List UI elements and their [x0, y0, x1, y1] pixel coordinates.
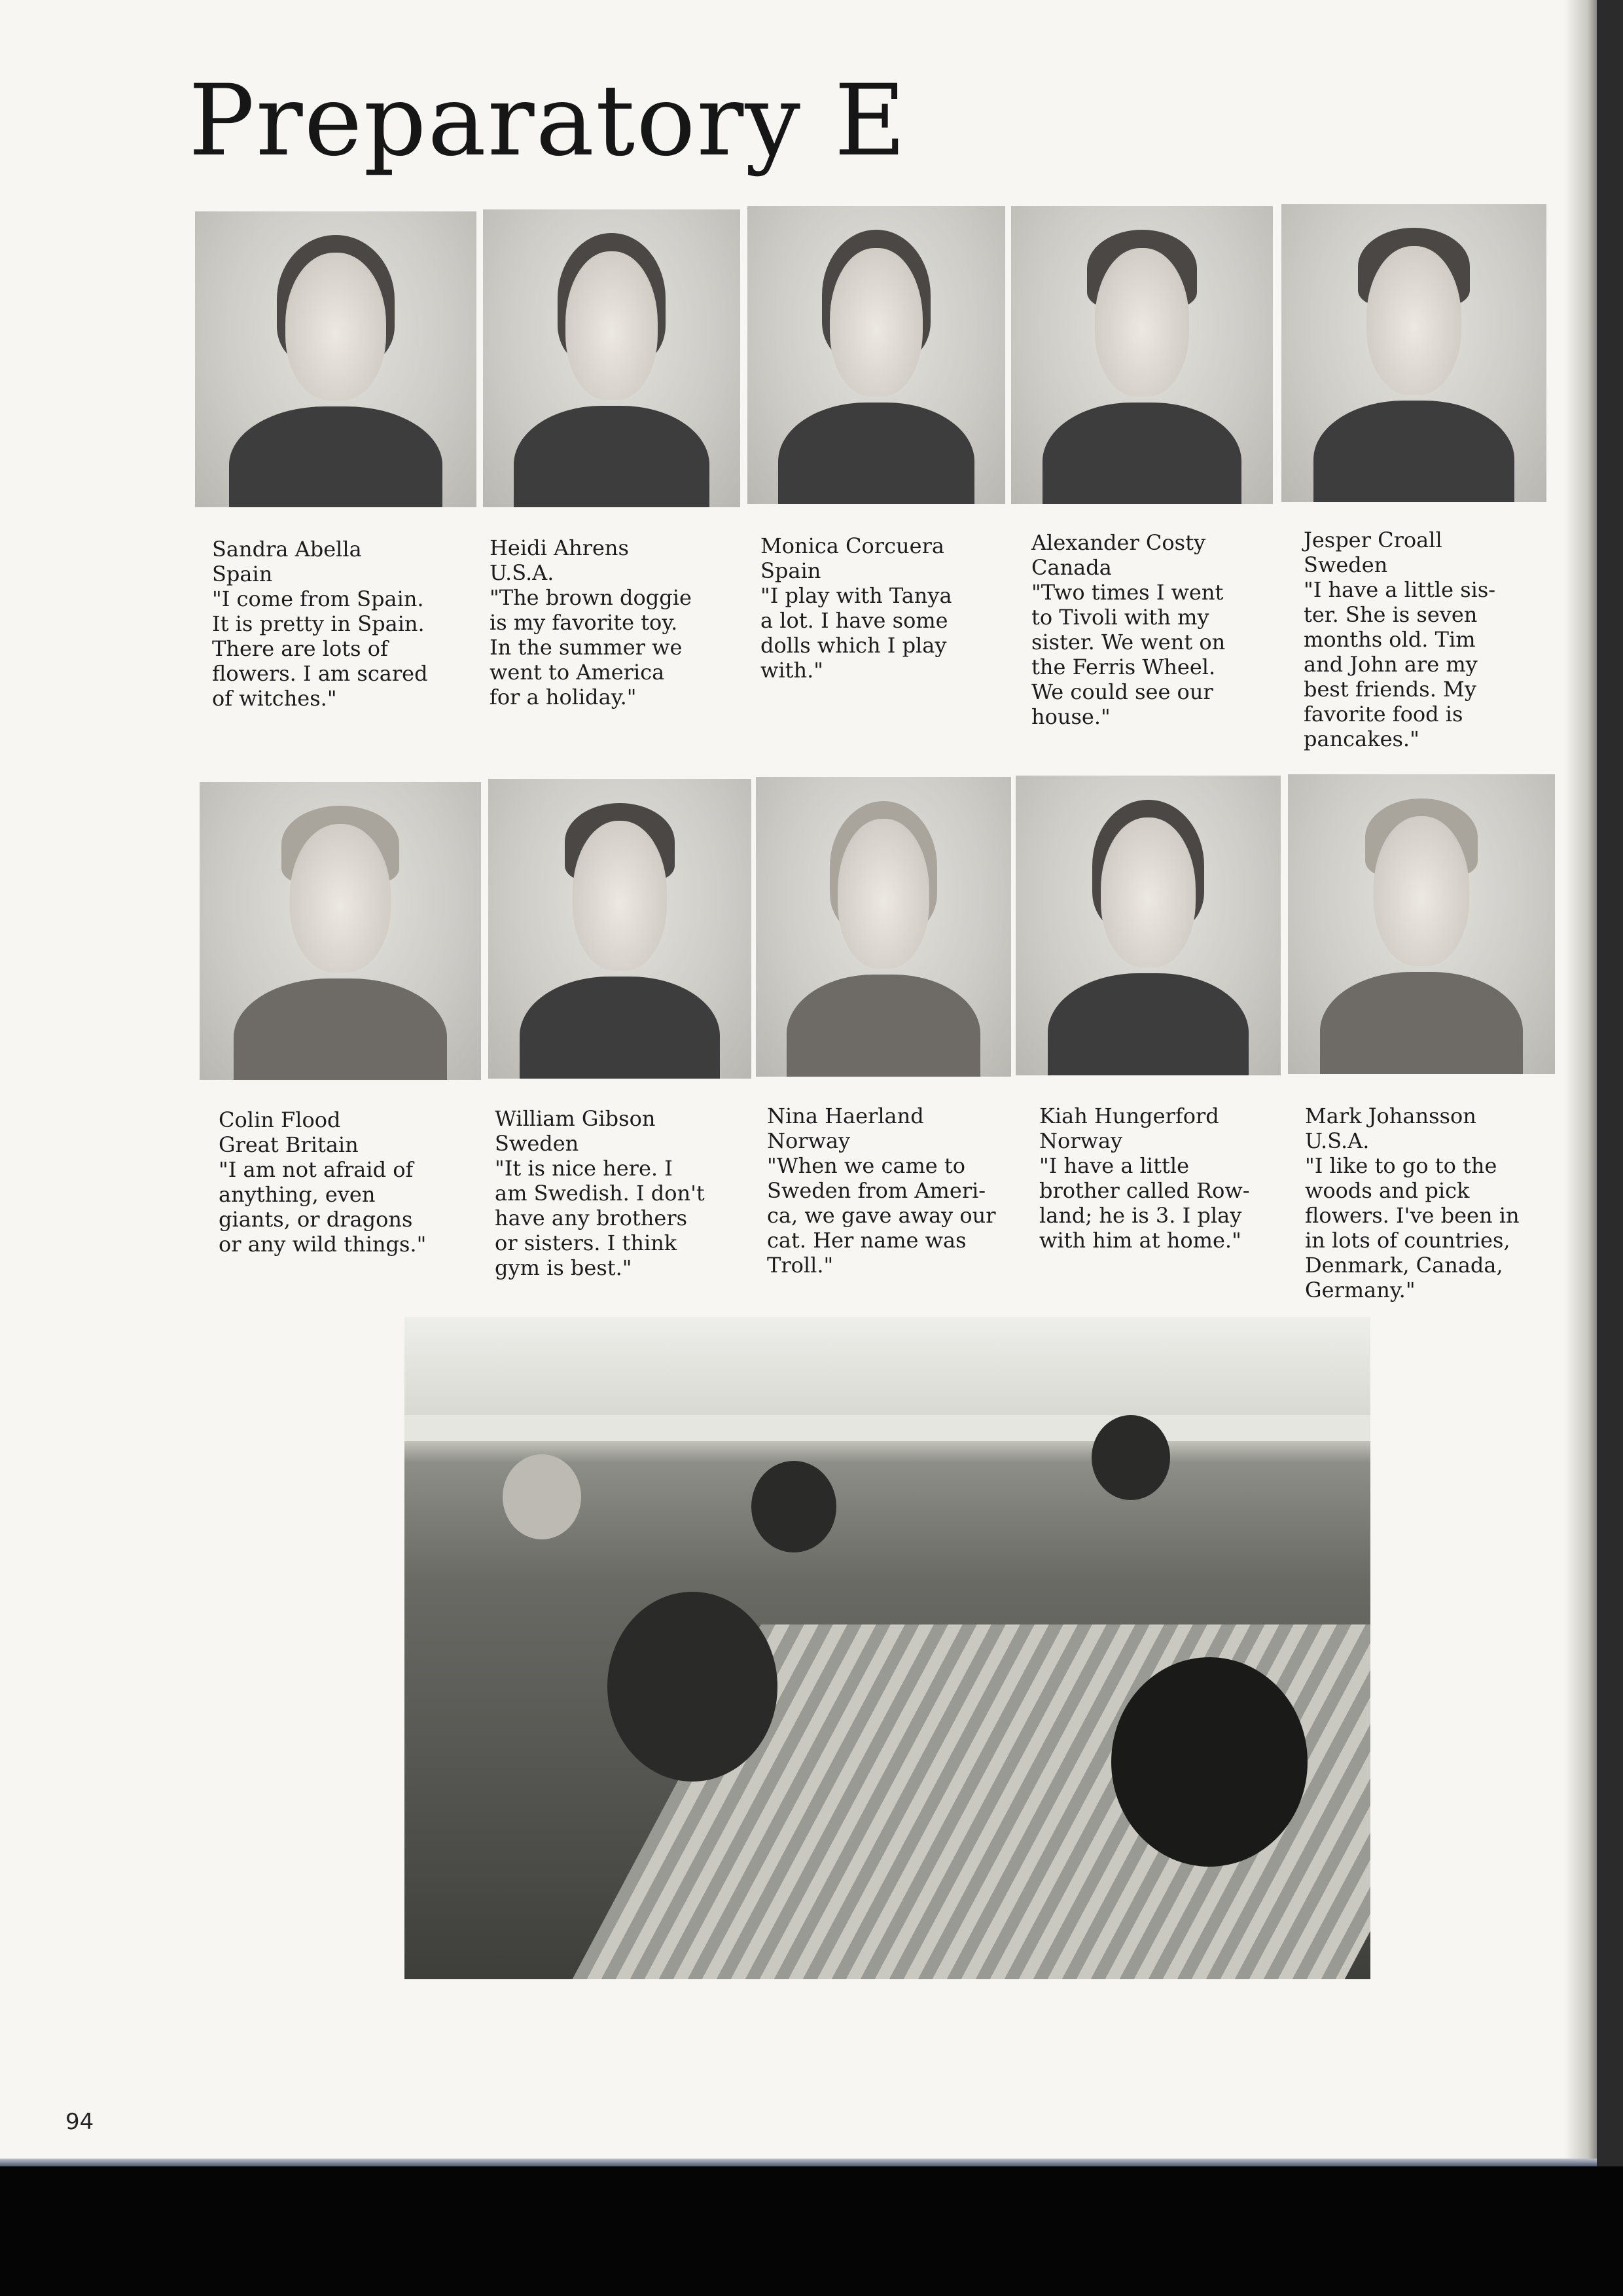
- page-title: Preparatory E: [188, 64, 908, 178]
- page-number: 94: [65, 2109, 94, 2135]
- student-quote: "I play with Tanya a lot. I have some dolls which I play with.": [760, 583, 952, 683]
- scanner-background: [0, 2166, 1623, 2296]
- caption-jesper-croall: [1304, 528, 1565, 751]
- student-name: Heidi Ahrens: [490, 535, 629, 560]
- student-name: Nina Haerland: [767, 1103, 924, 1128]
- student-quote: "It is nice here. I am Swedish. I don't have any brothers or sisters. I think gym is best.": [495, 1156, 705, 1280]
- student-name: Monica Corcuera: [760, 533, 944, 558]
- student-country: Norway: [767, 1128, 851, 1153]
- student-name: Mark Johansson: [1305, 1103, 1476, 1128]
- caption-sandra-abella: [212, 537, 474, 711]
- caption-kiah-hungerford: [1039, 1103, 1301, 1253]
- portrait-monica-corcuera: [747, 206, 1005, 504]
- portrait-sandra-abella: [195, 211, 476, 507]
- portrait-kiah-hungerford: [1016, 776, 1281, 1075]
- student-quote: "I like to go to the woods and pick flowers. I've been in in lots of countries, Denmark, Canada, Germany.": [1305, 1153, 1520, 1302]
- caption-heidi-ahrens: [490, 535, 751, 709]
- classroom-photo: [404, 1317, 1370, 1979]
- caption-alexander-costy: [1031, 530, 1293, 729]
- student-quote: "When we came to Sweden from Ameri- ca, we gave away our cat. Her name was Troll.": [767, 1153, 996, 1278]
- student-country: Spain: [212, 562, 273, 586]
- portrait-colin-flood: [200, 782, 481, 1080]
- student-name: Jesper Croall: [1304, 528, 1442, 552]
- student-quote: "The brown doggie is my favorite toy. In the summer we went to America for a holiday.": [490, 585, 692, 709]
- student-name: Sandra Abella: [212, 537, 362, 562]
- caption-mark-johansson: [1305, 1103, 1567, 1302]
- portrait-heidi-ahrens: [483, 209, 740, 507]
- student-country: Sweden: [495, 1131, 579, 1156]
- student-name: Colin Flood: [219, 1107, 341, 1132]
- portrait-mark-johansson: [1288, 774, 1555, 1074]
- caption-william-gibson: [495, 1106, 757, 1280]
- portrait-jesper-croall: [1281, 204, 1546, 502]
- student-quote: "I am not afraid of anything, even giants, or dragons or any wild things.": [219, 1157, 427, 1257]
- caption-monica-corcuera: [760, 533, 1022, 683]
- portrait-william-gibson: [488, 779, 751, 1079]
- portrait-nina-haerland: [756, 777, 1011, 1077]
- book-binding: [1597, 0, 1623, 2296]
- student-country: Canada: [1031, 555, 1112, 580]
- student-country: Spain: [760, 558, 821, 583]
- student-name: William Gibson: [495, 1106, 656, 1131]
- student-country: U.S.A.: [490, 560, 554, 585]
- student-country: Sweden: [1304, 552, 1388, 577]
- student-name: Kiah Hungerford: [1039, 1103, 1219, 1128]
- caption-nina-haerland: [767, 1103, 1029, 1278]
- student-country: Norway: [1039, 1128, 1123, 1153]
- student-quote: "Two times I went to Tivoli with my sister. We went on the Ferris Wheel. We could see our house.": [1031, 580, 1226, 729]
- student-country: U.S.A.: [1305, 1128, 1370, 1153]
- student-quote: "I have a little brother called Row- land; he is 3. I play with him at home.": [1039, 1153, 1250, 1253]
- portrait-alexander-costy: [1011, 206, 1273, 504]
- caption-colin-flood: [219, 1107, 480, 1257]
- student-name: Alexander Costy: [1031, 530, 1206, 555]
- student-country: Great Britain: [219, 1132, 359, 1157]
- student-quote: "I come from Spain. It is pretty in Spain. There are lots of flowers. I am scared of witches.": [212, 586, 428, 711]
- student-quote: "I have a little sis- ter. She is seven months old. Tim and John are my best friends. My favorite food is pancakes.": [1304, 577, 1496, 751]
